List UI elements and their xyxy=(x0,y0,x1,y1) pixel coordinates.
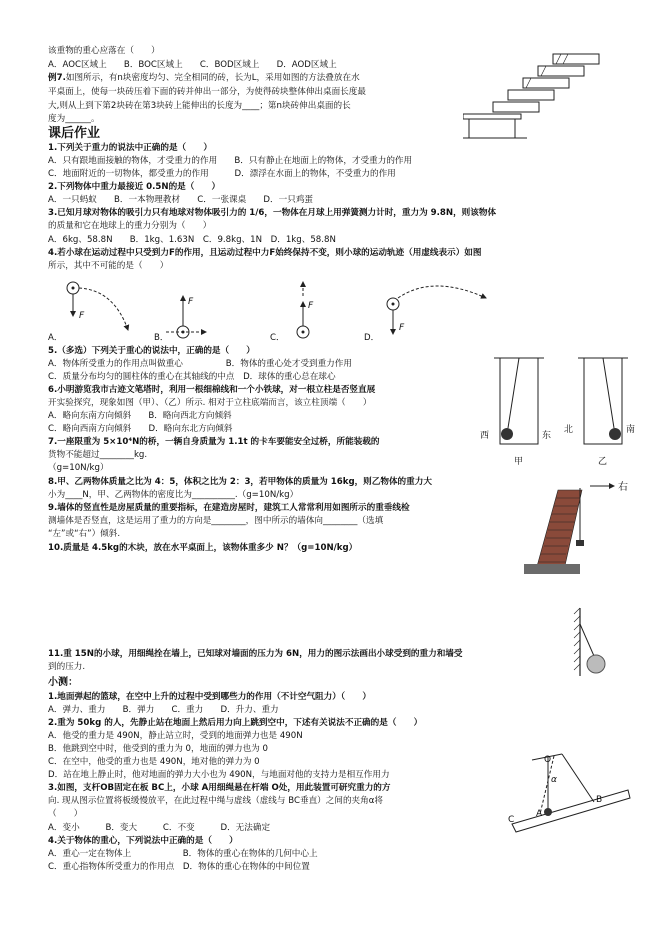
quiz-q2-option-d: D．站在地上静止时，他对地面的弹力大小也为 490N，与地面对他的支持力是相互作用力 xyxy=(48,770,390,780)
hw-q6-line2: 开实验探究，现象如图（甲）、（乙）所示. 相对于立柱底端而言，该立柱顶端（ ） xyxy=(48,398,372,408)
ball-on-wall-figure xyxy=(568,606,618,678)
option-label-d: D． xyxy=(364,333,380,343)
brick-wall-figure xyxy=(522,474,642,578)
quiz-q3-line2: 向. 现从图示位置将板缓慢放平，在此过程中绳与虚线（虚线与 BC垂直）之间的夹角α将 xyxy=(48,796,383,806)
hw-q8: 8.甲、乙两物体质量之比为 4：5，体积之比为 2：3，若甲物体的质量为 16kg，则乙物体的重力大 xyxy=(48,477,432,487)
hw-q10: 10.质量是 4.5kg的木块，放在水平桌面上，该物体重多少 N？（g=10N/kg） xyxy=(48,543,358,553)
pendulum-figures xyxy=(478,352,648,470)
example7-line3: 大,则从上到下第2块砖在第3块砖上能伸出的长度为____；第n块砖伸出桌面的长 xyxy=(48,101,351,111)
quiz-q2: 2.重为 50kg 的人，先静止站在地面上然后用力向上跳到空中，下述有关说法不正确的是（ ） xyxy=(48,718,423,728)
hw-q9: 9.墙体的竖直性是房屋质量的重要指标，在建造房屋时，建筑工人常常利用如图所示的重垂线检 xyxy=(48,503,410,513)
hw-q6-options-ab: A．略向东南方向倾斜 B．略向西北方向倾斜 xyxy=(48,411,232,421)
hw-q6: 6.小明游览我市古迹文笔塔时，利用一根细棉线和一个小铁球，对一根立柱是否竖直展 xyxy=(48,385,376,395)
trajectory-figures xyxy=(48,274,498,346)
hw-q5-options-ab: A．物体所受重力的作用点叫做重心 B．物体的重心处才受到重力作用 xyxy=(48,359,352,369)
quiz-q3-options: A．变小 B．变大 C．不变 D．无法确定 xyxy=(48,823,271,833)
option-label-b: B． xyxy=(154,333,169,343)
hw-q1: 1.下列关于重力的说法中正确的是（ ） xyxy=(48,143,212,153)
example7-line4: 度为______。 xyxy=(48,114,100,124)
direction-north: 北 xyxy=(564,425,574,435)
hw-q9-line2: 测墙体是否竖直，这是运用了重力的方向是________，图中所示的墙体向________（选填 xyxy=(48,516,384,526)
hw-q11: 11.重 15N的小球，用细绳拴在墙上，已知球对墙面的压力为 6N，用力的图示法画出小球受到的重力和墙受 xyxy=(48,649,463,659)
hw-q11-line2: 到的压力. xyxy=(48,662,86,672)
hw-q9-line3: “左”或“右”）倾斜. xyxy=(48,529,121,539)
example7-line2: 平桌面上，使每一块砖压着下面的砖并伸出一部分，为使得砖块整体伸出桌面长度最 xyxy=(48,87,366,97)
hw-q4: 4.若小球在运动过程中只受到力F的作用，且运动过程中力F始终保持不变，则小球的运动轨迹（用虚线表示）如图 xyxy=(48,248,482,258)
quiz-q4-options-ab: A．重心一定在物体上 B．物体的重心在物体的几何中心上 xyxy=(48,849,318,859)
direction-west: 西 xyxy=(480,431,490,441)
force-label-a: F xyxy=(79,311,85,321)
option-label-c: C． xyxy=(270,333,285,343)
quiz-q1-options: A．弹力、重力 B．弹力 C．重力 D．升力、重力 xyxy=(48,705,279,715)
caption-jia: 甲 xyxy=(514,457,524,467)
hw-q7-gravity: （g=10N/kg） xyxy=(48,463,109,473)
hw-q2-options: A．一只蚂蚁 B．一本物理教材 C．一张课桌 D．一只鸡蛋 xyxy=(48,195,314,205)
hw-q4-line2: 所示，其中不可能的是（ ） xyxy=(48,261,169,271)
stacked-bricks-figure xyxy=(463,50,613,142)
prev-question-tail: 该重物的重心应落在（ ） xyxy=(48,46,160,56)
incline-rod-figure xyxy=(508,750,638,840)
homework-title: 课后作业 xyxy=(48,126,101,141)
hw-q7-line2: 货物不能超过________kg. xyxy=(48,450,148,460)
force-label-c: F xyxy=(308,301,314,311)
hw-q8-line2: 小为____N，甲、乙两物体的密度比为__________.（g=10N/kg） xyxy=(48,490,299,500)
label-alpha: α xyxy=(551,775,557,785)
force-label-b: F xyxy=(188,297,194,307)
quiz-q3: 3.如图，支杆OB固定在板 BC上，小球 A用细绳悬在杆端 O处，用此装置可研究重力的方 xyxy=(48,783,391,793)
quiz-q1: 1.地面弹起的篮球，在空中上升的过程中受到哪些力的作用（不计空气阻力）（ ） xyxy=(48,692,371,702)
force-label-d: F xyxy=(399,323,405,333)
hw-q3: 3.已知月球对物体的吸引力只有地球对物体吸引力的 1/6，一物体在月球上用弹簧测力计时，重力为 9.8N，则该物体 xyxy=(48,208,497,218)
caption-yi: 乙 xyxy=(598,457,608,467)
prev-question-options: A．AOC区域上 B．BOC区域上 C．BOD区域上 D．AOD区域上 xyxy=(48,60,337,70)
label-b: B xyxy=(596,795,603,805)
direction-right: 右 xyxy=(618,482,628,493)
hw-q1-options-ab: A．只有跟地面接触的物体，才受重力的作用 B．只有静止在地面上的物体，才受重力的作用 xyxy=(48,156,413,166)
example7-line1: 例7.如图所示，有n块密度均匀、完全相同的砖，长为L，采用如图的方法叠放在水 xyxy=(48,73,360,83)
label-a: A xyxy=(536,809,543,819)
hw-q7: 7.一座限重为 5×10⁴N的桥，一辆自身质量为 1.1t 的卡车要能安全过桥，所能装载的 xyxy=(48,437,380,447)
quiz-q4: 4.关于物体的重心，下列说法中正确的是（ ） xyxy=(48,836,238,846)
quiz-q4-options-cd: C．重心指物体所受重力的作用点 D．物体的重心在物体的中间位置 xyxy=(48,862,310,872)
label-o: O xyxy=(544,755,552,765)
hw-q6-options-cd: C．略向西南方向倾斜 D．略向东北方向倾斜 xyxy=(48,424,233,434)
quiz-q2-option-c: C．在空中，他受的重力也是 490N，地对他的弹力为 0 xyxy=(48,757,260,767)
hw-q5-options-cd: C．质量分布均匀的圆柱体的重心在其轴线的中点 D．球体的重心总在球心 xyxy=(48,372,336,382)
direction-east: 东 xyxy=(542,431,552,441)
direction-south: 南 xyxy=(626,425,636,435)
quiz-q2-option-b: B．他跳到空中时，他受到的重力为 0，地面的弹力也为 0 xyxy=(48,744,268,754)
label-c: C xyxy=(508,815,515,825)
hw-q1-options-cd: C．地面附近的一切物体，都受重力的作用 D．漂浮在水面上的物体，不受重力的作用 xyxy=(48,169,396,179)
example7-label: 例7. xyxy=(48,73,66,83)
hw-q3-options: A．6kg、58.8N B．1kg、1.63N C．9.8kg、1N D．1kg、58.8N xyxy=(48,235,336,245)
hw-q2: 2.下列物体中重力最接近 0.5N的是（ ） xyxy=(48,182,221,192)
quiz-q2-option-a: A．他受的重力是 490N，静止站立时，受到的地面弹力也是 490N xyxy=(48,731,303,741)
option-label-a: A． xyxy=(48,333,63,343)
quiz-q3-line3: （ ） xyxy=(48,809,83,819)
hw-q5: 5.（多选）下列关于重心的说法中，正确的是（ ） xyxy=(48,346,255,356)
quiz-title: 小测： xyxy=(48,677,78,688)
hw-q3-line2: 的质量和它在地球上的重力分别为（ ） xyxy=(48,221,212,231)
